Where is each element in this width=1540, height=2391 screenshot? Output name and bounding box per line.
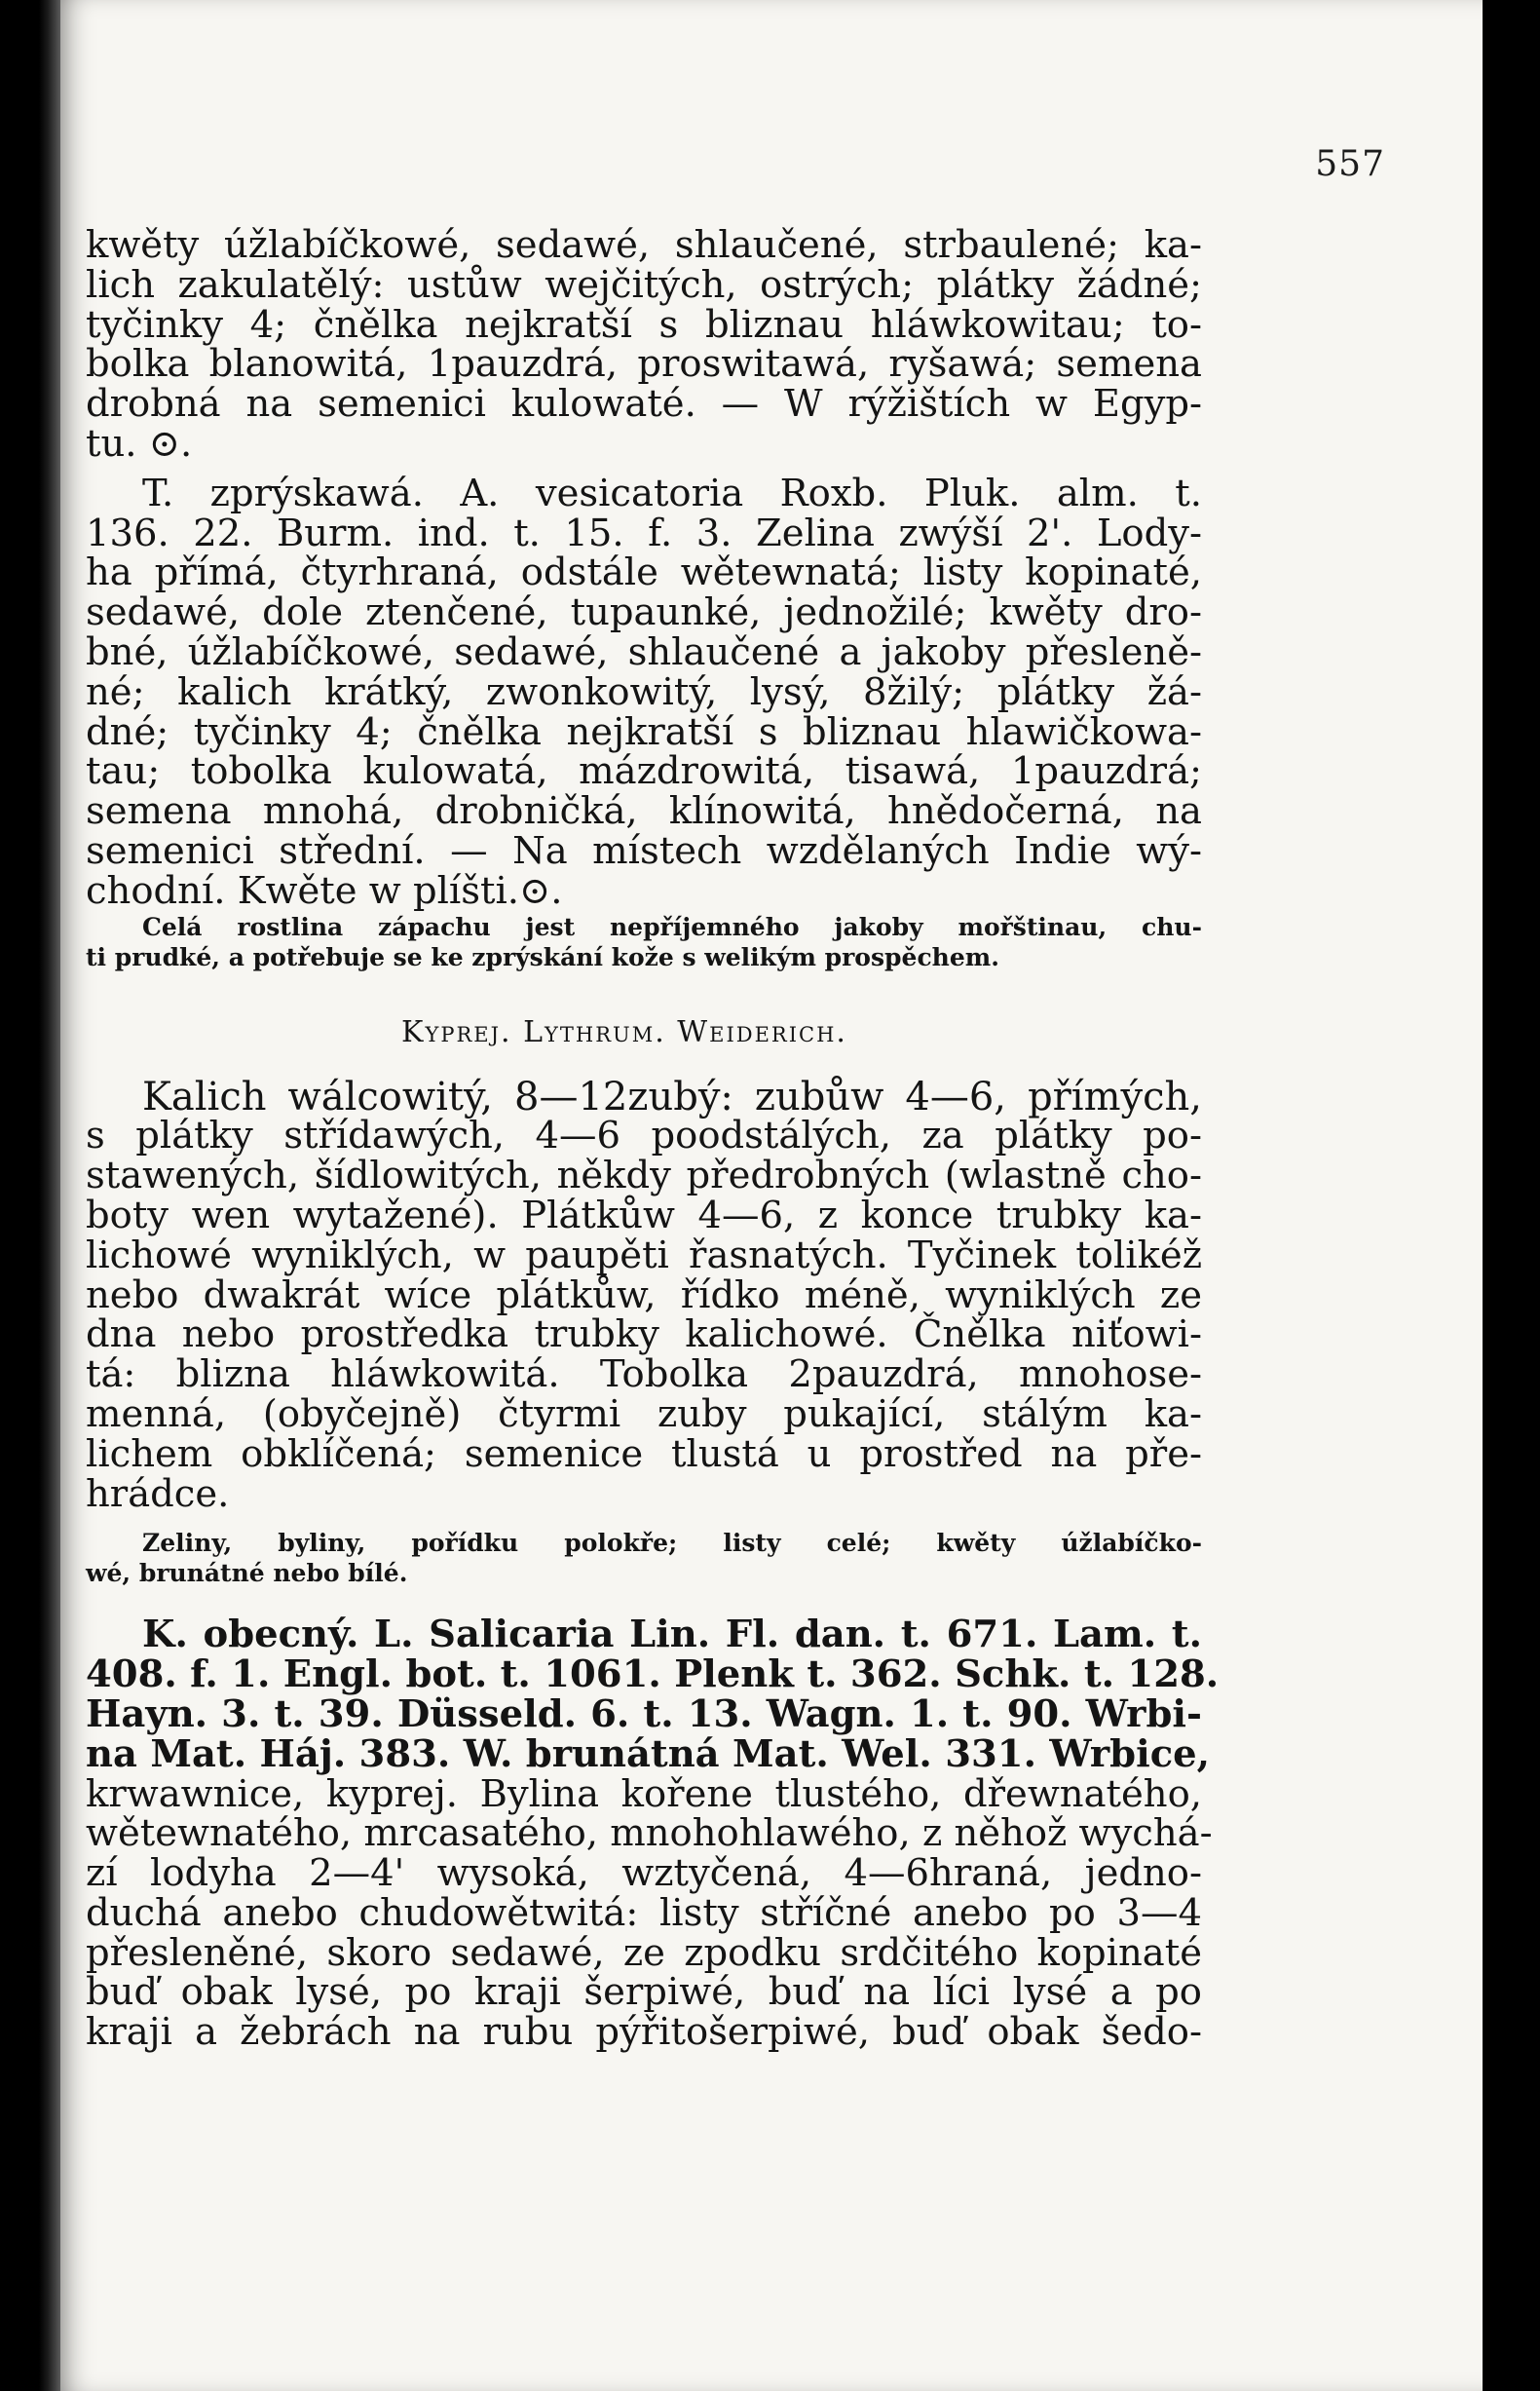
genus-note bbox=[86, 1528, 1202, 1588]
text-line: buď obak lysé, po kraji šerpiwé, buď na líci lysé a po bbox=[86, 1970, 1202, 2015]
text-line: né; kalich krátký, zwonkowitý, lysý, 8žilý; plátky žá- bbox=[86, 669, 1202, 714]
species-entry-2 bbox=[86, 1613, 1220, 2055]
text-line: kwěty úžlabíčkowé, sedawé, shlaučené, strbaulené; ka- bbox=[86, 223, 1202, 267]
genus-heading: Kyprej. Lythrum. Weiderich. bbox=[401, 1014, 847, 1049]
text-line: Kalich wálcowitý, 8—12zubý: zubůw 4—6, přímých, bbox=[142, 1074, 1202, 1120]
text-line: kraji a žebrách na rubu pýřitošerpiwé, buď obak šedo- bbox=[86, 2010, 1202, 2055]
text-line: lich zakulatělý: ustůw wejčitých, ostrých; plátky žádné; bbox=[86, 262, 1202, 307]
text-line: dné; tyčinky 4; čnělka nejkratší s bliznau hlawičkowa- bbox=[86, 709, 1202, 754]
note-line: wé, brunátné nebo bílé. bbox=[86, 1559, 408, 1588]
text-line: 408. f. 1. Engl. bot. t. 1061. Plenk t. 362. Schk. t. 128. bbox=[86, 1652, 1220, 1697]
species-note bbox=[86, 912, 1202, 972]
text-line: lichowé wyniklých, w paupěti řasnatých. Tyčinek tolikéž bbox=[86, 1233, 1202, 1277]
text-line: zí lodyha 2—4' wysoká, wztyčená, 4—6hraná, jedno- bbox=[86, 1851, 1202, 1896]
text-line: s plátky střídawých, 4—6 poodstálých, za plátky po- bbox=[86, 1114, 1202, 1158]
continued-paragraph bbox=[86, 223, 1202, 466]
genus-description bbox=[86, 1074, 1202, 1516]
text-line: lichem obklíčená; semenice tlustá u prostřed na pře- bbox=[86, 1431, 1202, 1476]
page-text bbox=[86, 223, 1220, 2055]
text-line: krwawnice, kyprej. Bylina kořene tlustého, dřewnatého, bbox=[86, 1771, 1202, 1816]
text-line: tá: blizna hláwkowitá. Tobolka 2pauzdrá, mnohose- bbox=[86, 1352, 1202, 1397]
text-line: dna nebo prostředka trubky kalichowé. Čnělka niťowi- bbox=[86, 1312, 1202, 1357]
note-line: Zeliny, byliny, pořídku polokře; listy celé; kwěty úžlabíčko- bbox=[142, 1529, 1202, 1558]
text-line: stawených, šídlowitých, někdy předrobných (wlastně cho- bbox=[86, 1154, 1202, 1198]
text-line: duchá anebo chudowětwitá: listy stříčné anebo po 3—4 bbox=[86, 1890, 1202, 1935]
text-line: semenici střední. — Na místech wzdělaných Indie wý- bbox=[86, 828, 1202, 873]
text-line: 136. 22. Burm. ind. t. 15. f. 3. Zelina zwýší 2'. Lody- bbox=[86, 511, 1202, 555]
species-entry bbox=[86, 471, 1202, 913]
text-line: bolka blanowitá, 1pauzdrá, proswitawá, ryšawá; semena bbox=[86, 342, 1202, 387]
text-line: semena mnohá, drobničká, klínowitá, hnědočerná, na bbox=[86, 789, 1202, 834]
text-line: menná, (obyčejně) čtyrmi zuby pukající, stálým ka- bbox=[86, 1391, 1202, 1436]
text-line: chodní. Kwěte w plíšti.⊙. bbox=[86, 868, 563, 913]
note-line: ti prudké, a potřebuje se ke zprýskání kože s welikým prospěchem. bbox=[86, 942, 999, 971]
text-line: nebo dwakrát wíce plátkůw, řídko méně, wyniklých ze bbox=[86, 1272, 1202, 1317]
book-spine-shadow bbox=[39, 0, 60, 2391]
text-line: drobná na semenici kulowaté. — W rýžištích w Egyp- bbox=[86, 382, 1202, 427]
text-line: wětewnatého, mrcasatého, mnohohlawého, z něhož wychá- bbox=[86, 1811, 1213, 1856]
text-line: tyčinky 4; čnělka nejkratší s bliznau hláwkowitau; to- bbox=[86, 302, 1202, 347]
text-line: Hayn. 3. t. 39. Düsseld. 6. t. 13. Wagn. 1. t. 90. Wrbi- bbox=[86, 1691, 1202, 1736]
text-line: ha přímá, čtyrhraná, odstále wětewnatá; listy kopinaté, bbox=[86, 550, 1202, 595]
text-line: hrádce. bbox=[86, 1471, 230, 1516]
text-line: K. obecný. L. Salicaria Lin. Fl. dan. t. 671. Lam. t. bbox=[142, 1613, 1202, 1657]
text-line: tau; tobolka kulowatá, mázdrowitá, tisawá, 1pauzdrá; bbox=[86, 749, 1202, 794]
text-line: T. zprýskawá. A. vesicatoria Roxb. Pluk. alm. t. bbox=[142, 471, 1202, 515]
page-number: 557 bbox=[1315, 144, 1385, 184]
note-line: Celá rostlina zápachu jest nepříjemného jakoby mořštinau, chu- bbox=[142, 912, 1202, 941]
text-line: sedawé, dole ztenčené, tupaunké, jednožilé; kwěty dro- bbox=[86, 590, 1202, 635]
text-line: tu. ⊙. bbox=[86, 421, 193, 466]
text-line: bné, úžlabíčkowé, sedawé, shlaučené a jakoby přesleně- bbox=[86, 629, 1202, 674]
text-line: přesleněné, skoro sedawé, ze zpodku srdčitého kopinaté bbox=[86, 1930, 1202, 1975]
text-line: boty wen wytažené). Plátkůw 4—6, z konce trubky ka- bbox=[86, 1193, 1202, 1237]
text-line: na Mat. Háj. 383. W. brunátná Mat. Wel. 331. Wrbice, bbox=[86, 1731, 1211, 1776]
